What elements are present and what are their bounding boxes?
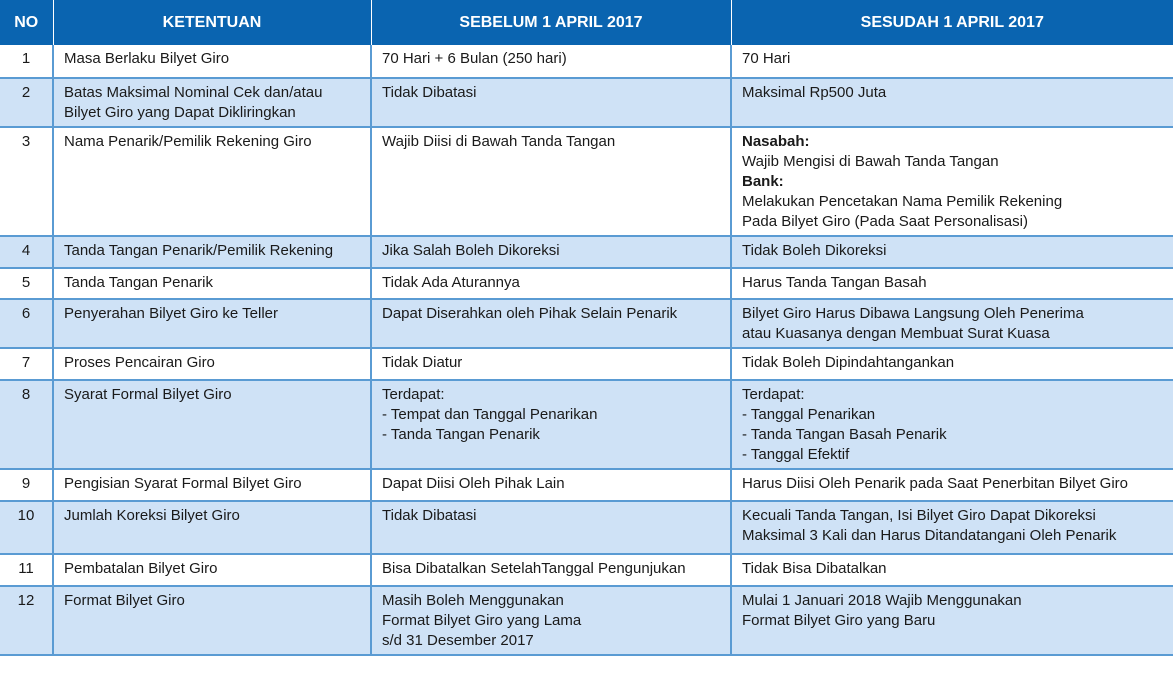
table-row — [0, 469, 1173, 501]
cell-sesudah — [731, 299, 1173, 348]
cell-line: Maksimal 3 Kali dan Harus Ditandatangani Oleh Penarik — [742, 527, 1117, 544]
cell-sesudah — [731, 127, 1173, 236]
cell-line: Format Bilyet Giro yang Baru — [742, 612, 936, 629]
cell-line: Melakukan Pencetakan Nama Pemilik Rekening — [742, 193, 1063, 210]
cell-line: Mulai 1 Januari 2018 Wajib Menggunakan — [742, 592, 1022, 609]
table-row — [0, 348, 1173, 380]
header-ketentuan: KETENTUAN — [53, 0, 371, 45]
cell-ketentuan — [53, 78, 371, 127]
cell-line: Tanda Tangan Penarik/Pemilik Rekening — [64, 242, 334, 259]
cell-line: Harus Tanda Tangan Basah — [742, 274, 927, 291]
cell-line: - Tanggal Penarikan — [742, 406, 876, 423]
cell-line: Format Bilyet Giro — [64, 592, 185, 609]
cell-no: 9 — [0, 469, 53, 501]
table-row — [0, 127, 1173, 236]
cell-ketentuan — [53, 348, 371, 380]
cell-no: 4 — [0, 236, 53, 268]
cell-sesudah — [731, 268, 1173, 299]
header-row — [0, 0, 1173, 45]
cell-line: Tidak Diatur — [382, 354, 463, 371]
table-row — [0, 380, 1173, 469]
cell-sebelum — [371, 554, 731, 586]
cell-ketentuan — [53, 554, 371, 586]
cell-line: Pembatalan Bilyet Giro — [64, 560, 218, 577]
cell-ketentuan — [53, 501, 371, 554]
cell-line: Bilyet Giro Harus Dibawa Langsung Oleh Penerima — [742, 305, 1084, 322]
cell-line: Jika Salah Boleh Dikoreksi — [382, 242, 560, 259]
cell-line: Nama Penarik/Pemilik Rekening Giro — [64, 133, 312, 150]
cell-line: Tidak Dibatasi — [382, 507, 477, 524]
cell-line: - Tanda Tangan Penarik — [382, 426, 540, 443]
cell-line: 70 Hari — [742, 50, 791, 67]
cell-no: 12 — [0, 586, 53, 655]
cell-ketentuan — [53, 299, 371, 348]
table-row — [0, 268, 1173, 299]
cell-no: 2 — [0, 78, 53, 127]
cell-line: Masih Boleh Menggunakan — [382, 592, 564, 609]
header-no: NO — [0, 0, 53, 45]
cell-line: Nasabah: — [742, 133, 810, 150]
cell-line: Format Bilyet Giro yang Lama — [382, 612, 582, 629]
cell-sesudah — [731, 469, 1173, 501]
cell-line: Terdapat: — [382, 386, 445, 403]
cell-line: Syarat Formal Bilyet Giro — [64, 386, 232, 403]
cell-no: 11 — [0, 554, 53, 586]
cell-line: Bilyet Giro yang Dapat Dikliringkan — [64, 104, 296, 121]
cell-sesudah — [731, 78, 1173, 127]
cell-no: 1 — [0, 45, 53, 78]
cell-sebelum — [371, 469, 731, 501]
cell-line: Pada Bilyet Giro (Pada Saat Personalisasi) — [742, 213, 1028, 230]
table-row — [0, 299, 1173, 348]
table-row — [0, 236, 1173, 268]
cell-ketentuan — [53, 268, 371, 299]
cell-ketentuan — [53, 469, 371, 501]
cell-line: Maksimal Rp500 Juta — [742, 84, 887, 101]
cell-ketentuan — [53, 127, 371, 236]
cell-no: 5 — [0, 268, 53, 299]
cell-line: Dapat Diserahkan oleh Pihak Selain Penarik — [382, 305, 678, 322]
header-sesudah: SESUDAH 1 APRIL 2017 — [731, 0, 1173, 45]
cell-line: Wajib Mengisi di Bawah Tanda Tangan — [742, 153, 999, 170]
cell-line: - Tanda Tangan Basah Penarik — [742, 426, 947, 443]
cell-ketentuan — [53, 380, 371, 469]
cell-no: 7 — [0, 348, 53, 380]
header-sebelum: SEBELUM 1 APRIL 2017 — [371, 0, 731, 45]
cell-line: Batas Maksimal Nominal Cek dan/atau — [64, 84, 323, 101]
cell-sesudah — [731, 554, 1173, 586]
cell-sesudah — [731, 380, 1173, 469]
cell-line: Jumlah Koreksi Bilyet Giro — [64, 507, 240, 524]
cell-no: 8 — [0, 380, 53, 469]
cell-line: atau Kuasanya dengan Membuat Surat Kuasa — [742, 325, 1050, 342]
cell-sebelum — [371, 127, 731, 236]
table-row — [0, 45, 1173, 78]
table-body — [0, 45, 1173, 655]
cell-sebelum — [371, 78, 731, 127]
table-row — [0, 586, 1173, 655]
cell-line: Pengisian Syarat Formal Bilyet Giro — [64, 475, 302, 492]
cell-sesudah — [731, 501, 1173, 554]
cell-line: Tidak Ada Aturannya — [382, 274, 520, 291]
cell-line: Bisa Dibatalkan SetelahTanggal Pengunjukan — [382, 560, 686, 577]
cell-line: Tidak Bisa Dibatalkan — [742, 560, 887, 577]
cell-line: Masa Berlaku Bilyet Giro — [64, 50, 230, 67]
cell-sesudah — [731, 586, 1173, 655]
cell-line: Harus Diisi Oleh Penarik pada Saat Penerbitan Bilyet Giro — [742, 475, 1129, 492]
cell-no: 10 — [0, 501, 53, 554]
cell-line: - Tanggal Efektif — [742, 446, 850, 463]
cell-sebelum — [371, 348, 731, 380]
cell-sesudah — [731, 348, 1173, 380]
table-row — [0, 554, 1173, 586]
cell-line: Tidak Dibatasi — [382, 84, 477, 101]
cell-line: Tidak Boleh Dikoreksi — [742, 242, 887, 259]
cell-line: s/d 31 Desember 2017 — [382, 632, 534, 649]
cell-line: Wajib Diisi di Bawah Tanda Tangan — [382, 133, 616, 150]
cell-sebelum — [371, 45, 731, 78]
cell-sebelum — [371, 236, 731, 268]
cell-sebelum — [371, 299, 731, 348]
cell-ketentuan — [53, 236, 371, 268]
cell-line: 70 Hari + 6 Bulan (250 hari) — [382, 50, 567, 67]
cell-line: Bank: — [742, 173, 784, 190]
cell-sebelum — [371, 380, 731, 469]
table-row — [0, 78, 1173, 127]
cell-line: Terdapat: — [742, 386, 805, 403]
cell-line: Proses Pencairan Giro — [64, 354, 215, 371]
cell-sebelum — [371, 501, 731, 554]
cell-line: Kecuali Tanda Tangan, Isi Bilyet Giro Dapat Dikoreksi — [742, 507, 1096, 524]
cell-line: Tidak Boleh Dipindahtangankan — [742, 354, 955, 371]
cell-sebelum — [371, 586, 731, 655]
cell-sesudah — [731, 45, 1173, 78]
cell-no: 3 — [0, 127, 53, 236]
cell-ketentuan — [53, 586, 371, 655]
table-header — [0, 0, 1173, 45]
cell-sesudah — [731, 236, 1173, 268]
cell-line: Dapat Diisi Oleh Pihak Lain — [382, 475, 565, 492]
cell-line: Tanda Tangan Penarik — [64, 274, 214, 291]
cell-no: 6 — [0, 299, 53, 348]
cell-ketentuan — [53, 45, 371, 78]
cell-line: Penyerahan Bilyet Giro ke Teller — [64, 305, 278, 322]
cell-sebelum — [371, 268, 731, 299]
cell-line: - Tempat dan Tanggal Penarikan — [382, 406, 598, 423]
table-row — [0, 501, 1173, 554]
